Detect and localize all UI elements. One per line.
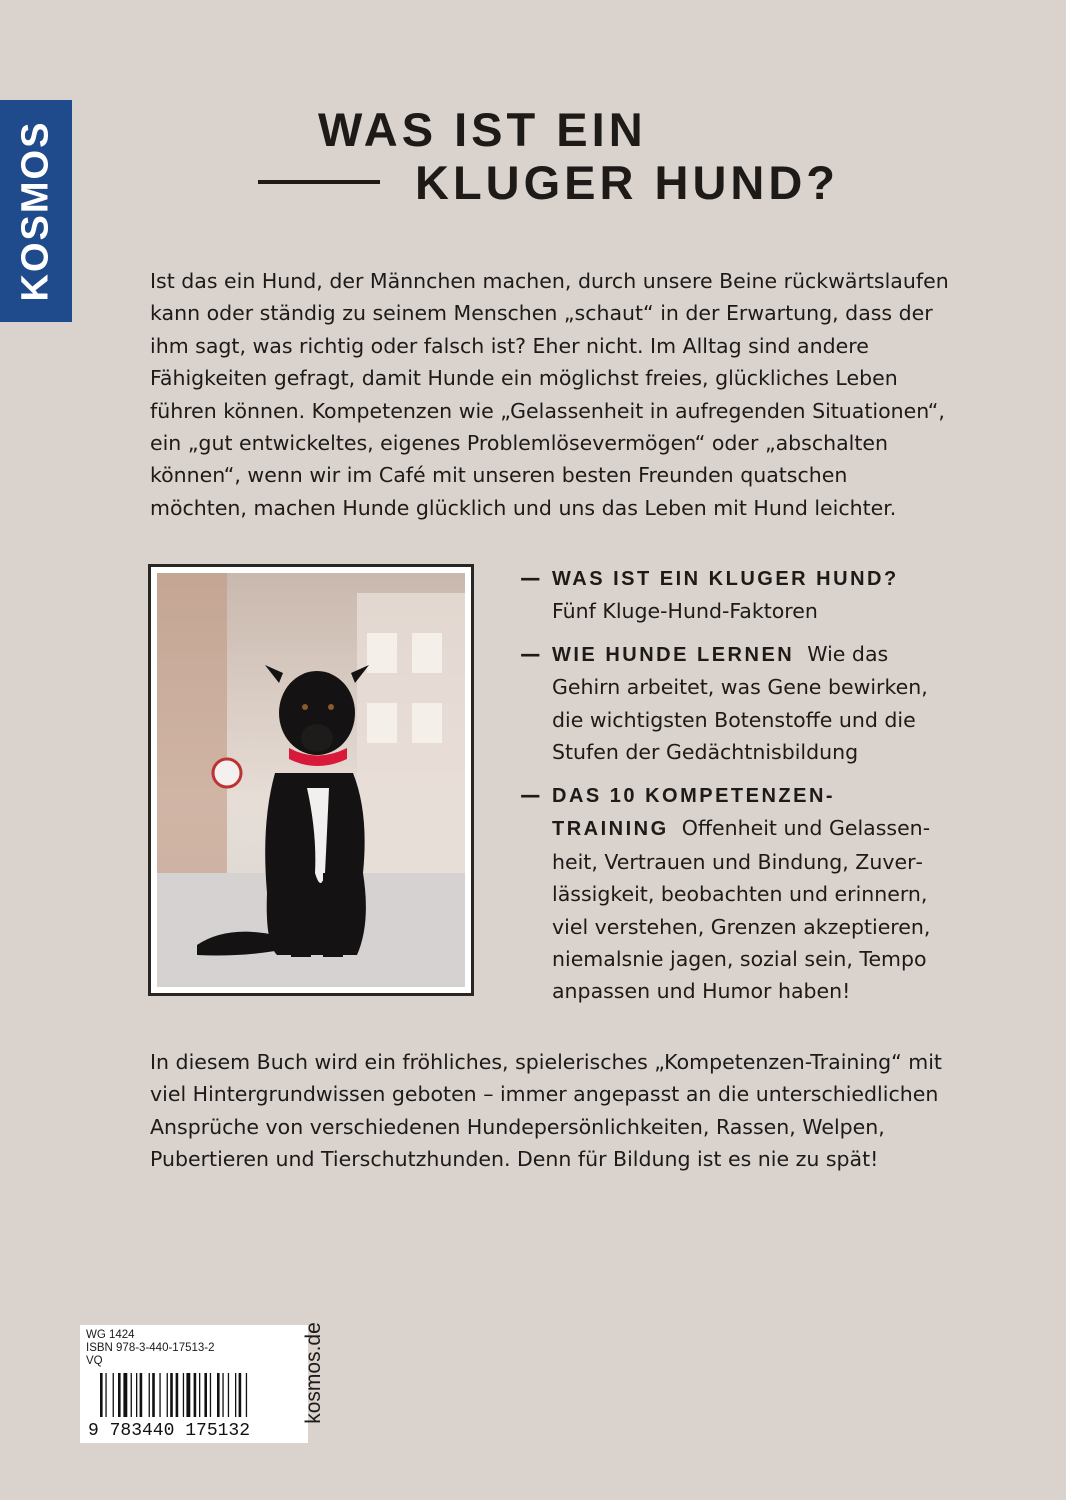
dog-illustration [157,573,465,987]
feature-dash: — [520,783,541,807]
website-text: kosmos.de [302,1321,325,1424]
feature-heading: WIE HUNDE LERNEN [552,644,795,666]
barcode-bar [131,1373,132,1417]
title-line-1: WAS IST EIN [318,103,647,156]
title-line-2: KLUGER HUND? [415,156,839,209]
barcode-bar [140,1373,143,1417]
feature-item-2 [520,638,940,769]
barcode-bar [204,1373,207,1417]
isbn-number: ISBN 978-3-440-17513-2 [86,1342,215,1354]
barcode-bar [199,1373,200,1417]
barcode-bar [118,1373,121,1417]
barcode-bar [176,1373,179,1417]
feature-item-1 [520,562,940,628]
feature-text: Fünf Kluge-Hund-Faktoren [552,599,818,624]
intro-paragraph: Ist das ein Hund, der Männchen machen, durch unsere Beine rückwärtslaufen kann oder ständig zu seinem Menschen „schaut“ in der Erwartung, dass der ihm sagt, was richtig oder falsch ist? Eher nicht. Im Alltag sind andere Fähigkeiten gefragt, damit Hunde ein möglichst freies, glückliches Leben führen können. Kompetenzen wie „Gelassenheit in aufregenden Situationen“, ein „gut entwickeltes, eigenes Problemlösevermögen“ oder „abschalten können“, wenn wir im Café mit unseren besten Freunden quatschen möchten, machen Hunde glücklich und uns das Leben mit Hund leichter. [150,269,949,520]
barcode-bar [239,1373,242,1417]
barcode-bar [167,1373,168,1417]
vq-code: VQ [86,1355,103,1367]
barcode-bar [170,1373,173,1417]
barcode-bar [105,1373,106,1417]
barcode-bar [113,1373,114,1417]
dog-photo [148,564,474,996]
website[interactable] [284,1300,344,1445]
barcode-bar [186,1373,190,1417]
barcode-bar [149,1373,150,1417]
feature-text: Offenheit und Gelassenheit, Vertrauen und Bindung, Zuverlässigkeit, beobachten und erinnern, viel verstehen, Grenzen akzeptieren, niemalsnie jagen, sozial sein, Tempo anpassen und Humor haben! [552,816,931,1004]
barcode-bar [183,1373,184,1417]
barcode-bar [194,1373,197,1417]
barcode-box [80,1325,308,1443]
title-rule [258,180,380,184]
barcode-bar [123,1373,127,1417]
barcode-digits: 9 783440 175132 [88,1421,251,1437]
barcode-bar [222,1373,223,1417]
barcode-bar [152,1373,155,1417]
feature-text: Wie das Gehirn arbeitet, was Gene bewirken, die wichtigsten Botenstoffe und die Stufen der Gedächtnisbildung [552,642,928,765]
publisher-logo-tab [0,100,72,322]
barcode-bar [228,1373,229,1417]
barcode-bar [136,1373,137,1417]
feature-dash: — [520,642,541,666]
feature-heading: DAS 10 KOMPETENZEN-TRAINING [552,785,836,841]
publisher-logo-text: KOSMOS [14,120,57,302]
barcode-bar [246,1373,247,1417]
barcode-bar [100,1373,103,1417]
barcode-bar [217,1373,220,1417]
feature-dash: — [520,566,541,590]
wg-number: WG 1424 [86,1329,135,1341]
outro-paragraph: In diesem Buch wird ein fröhliches, spielerisches „Kompetenzen-Training“ mit viel Hintergrundwissen geboten – immer angepasst an die unterschiedlichen Ansprüche von verschiedenen Hundepersönlichkeiten, Rassen, Welpen, Pubertieren und Tierschutzhunden. Denn für Bildung ist es nie zu spät! [150,1050,942,1172]
barcode [88,1373,300,1437]
barcode-bar [159,1373,160,1417]
barcode-bar [235,1373,236,1417]
feature-item-3 [520,779,940,1008]
barcode-bar [210,1373,211,1417]
feature-heading: WAS IST EIN KLUGER HUND? [552,568,899,590]
